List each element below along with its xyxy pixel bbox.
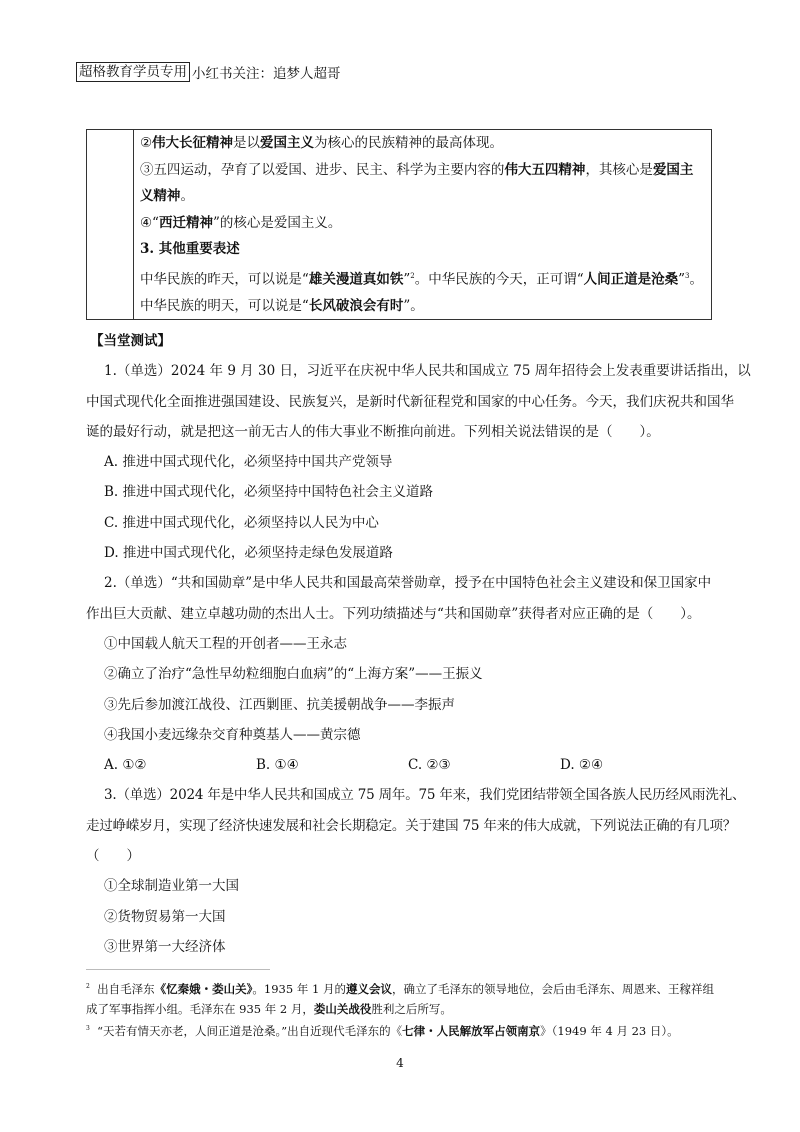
q2-option-b[interactable]: B. ①④ [256,757,299,774]
q2-item-1: ①中国载人航天工程的开创者——王永志 [104,635,347,652]
q2-option-d[interactable]: D. ②④ [560,757,604,774]
table-subheading: 3. 其他重要表述 [139,241,240,257]
q3-item-3: ③世界第一大经济体 [104,938,226,955]
footnote-divider [86,969,270,970]
questions-body [86,326,751,962]
q1-line-1: 1.（单选）2024 年 9 月 30 日，习近平在庆祝中华人民共和国成立 75 周年招待会上发表重要讲话指出，以 [104,363,751,380]
table-line-4: ④“西迁精神”的核心是爱国主义。 [139,214,342,231]
table-line-7: 中华民族的明天，可以说是“长风破浪会有时”。 [139,297,424,314]
header-boxed-label: 超格教育学员专用 [76,62,190,82]
q1-line-2: 中国式现代化全面推进强国建设、民族复兴，是新时代新征程党和国家的中心任务。今天，我们庆祝共和国华 [86,393,734,410]
section-title: 【当堂测试】 [90,333,171,349]
footnote-2: $^2$ 出自毛泽东《忆秦娥・娄山关》。1935 年 1 月的遵义会议，确立了毛泽东的领导地位，会后由毛泽东、周恩来、王稼祥组 [86,981,714,996]
table-line-3: 义精神。 [139,188,194,204]
table-line-6: 中华民族的昨天，可以说是“雄关漫道真如铁”$^2$。中华民族的今天，正可谓“人间正道是沧桑”$^3$。 [139,271,703,287]
q2-item-4: ④我国小麦远缘杂交育种奠基人——黄宗德 [104,726,361,743]
table-line-1: ②伟大长征精神是以爱国主义为核心的民族精神的最高体现。 [139,135,504,151]
header-follow-text: 小红书关注：追梦人超哥 [192,66,341,82]
q2-options [86,750,712,780]
q1-option-b[interactable]: B. 推进中国式现代化，必须坚持中国特色社会主义道路 [104,484,434,501]
q2-item-3: ③先后参加渡江战役、江西剿匪、抗美援朝战争——李振声 [104,696,455,713]
q3-line-2: 走过峥嵘岁月，实现了经济快速发展和社会长期稳定。关于建国 75 年来的伟大成就，下列说法正确的有几项？ [86,817,737,834]
summary-table [86,129,712,320]
footnote-ref-2[interactable]: 2 [410,271,415,280]
q3-line-3: （ ） [86,848,140,865]
q3-item-2: ②货物贸易第一大国 [104,908,226,925]
q2-option-c[interactable]: C. ②③ [408,757,451,774]
footnotes [86,977,726,1041]
q2-item-2: ②确立了治疗“急性早幼粒细胞白血病”的“上海方案”——王振义 [104,666,483,683]
page-number: 4 [396,1056,404,1070]
footnote-2-line-2: 成了军事指挥小组。毛泽东在 935 年 2 月，娄山关战役胜利之后所写。 [86,1001,452,1016]
q3-item-1: ①全球制造业第一大国 [104,878,239,895]
q1-option-c[interactable]: C. 推进中国式现代化，必须坚持以人民为中心 [104,514,379,531]
table-left-column [87,130,134,319]
footnote-ref-3[interactable]: 3 [685,271,690,280]
q2-line-2: 作出巨大贡献、建立卓越功勋的杰出人士。下列功绩描述与“共和国勋章”获得者对应正确的是（ ）。 [86,605,701,622]
table-line-2: ③五四运动，孕育了以爱国、进步、民主、科学为主要内容的伟大五四精神，其核心是爱国主 [139,161,694,178]
footnote-3: $^3$ “天若有情天亦老，人间正道是沧桑。”出自近现代毛泽东的《七律・人民解放军占领南京》（1949 年 4 月 23 日）。 [86,1023,679,1038]
q1-option-d[interactable]: D. 推进中国式现代化，必须坚持走绿色发展道路 [104,545,393,562]
q3-line-1: 3.（单选）2024 年是中华人民共和国成立 75 周年。75 年来，我们党团结带领全国各族人民历经风雨洗礼、 [104,787,746,804]
q1-line-3: 诞的最好行动，就是把这一前无古人的伟大事业不断推向前进。下列相关说法错误的是（ ）。 [86,423,660,440]
q2-option-a[interactable]: A. ①② [104,757,147,774]
q1-option-a[interactable]: A. 推进中国式现代化，必须坚持中国共产党领导 [104,454,393,471]
table-content [134,130,711,319]
page-header [76,62,341,82]
q2-line-1: 2.（单选）“共和国勋章”是中华人民共和国最高荣誉勋章，授予在中国特色社会主义建设和保卫国家中 [104,575,712,592]
